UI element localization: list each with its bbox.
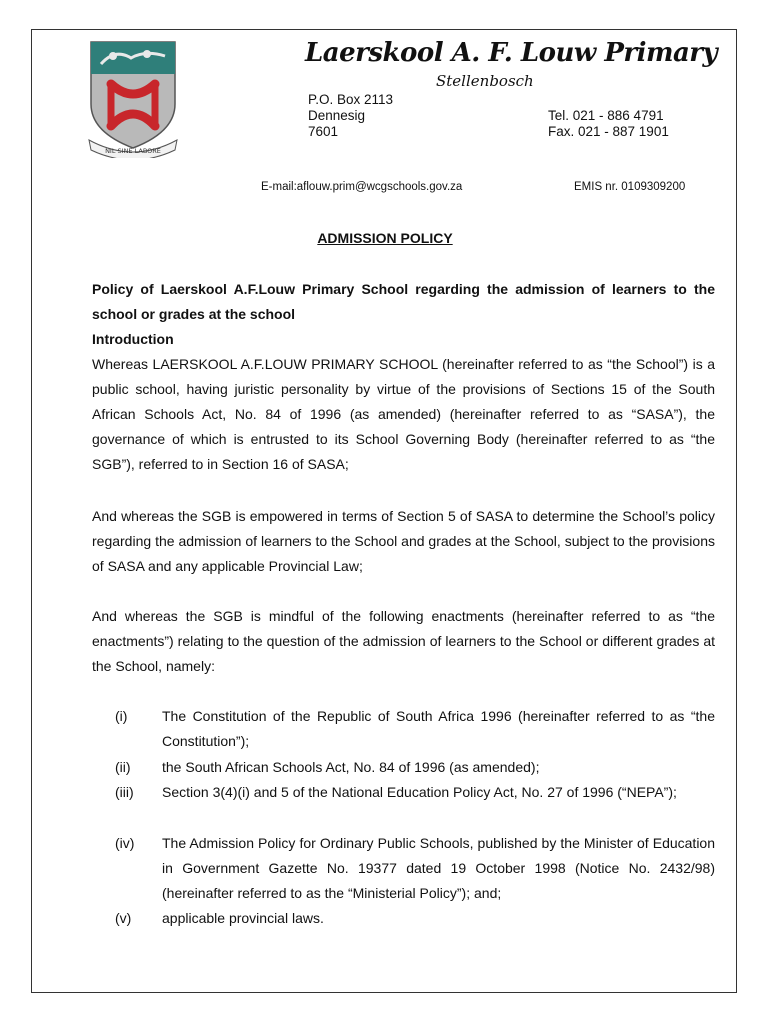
list-item: applicable provincial laws. <box>162 910 324 926</box>
list-item: The Admission Policy for Ordinary Public Schools, published by the Minister of Education in Government Gazette No. 19377 dated 19 October 1998 (Notice No. 2432/98) (hereinafter referred to as the “Ministerial Policy”); and; <box>162 835 715 901</box>
address-line: P.O. Box 2113 <box>308 92 394 107</box>
list-number: (iii) <box>115 784 134 800</box>
list-item: The Constitution of the Republic of South Africa 1996 (hereinafter referred to as “the Constitution”); <box>162 708 715 749</box>
paragraph: And whereas the SGB is mindful of the following enactments (hereinafter referred to as “the enactments”) relating to the question of the admission of learners to the School or different grades at the School, namely: <box>92 608 715 674</box>
address-line: 7601 <box>308 124 339 139</box>
introduction-heading: Introduction <box>92 331 174 347</box>
address-line: Dennesig <box>308 108 366 123</box>
emis-number: EMIS nr. 0109309200 <box>574 181 686 193</box>
svg-text:NIL SINE LABORE: NIL SINE LABORE <box>105 147 161 155</box>
school-name: Laerskool A. F. Louw Primary <box>305 38 718 68</box>
document-title: ADMISSION POLICY <box>317 230 453 246</box>
paragraph: And whereas the SGB is empowered in terms of Section 5 of SASA to determine the School’s policy regarding the admission of learners to the School and grades at the School, subject to the provisions of SASA and any applicable Provincial Law; <box>92 508 715 574</box>
list-number: (v) <box>115 910 132 926</box>
list-number: (ii) <box>115 759 131 775</box>
telephone: Tel. 021 - 886 4791 <box>548 108 664 123</box>
list-item: the South African Schools Act, No. 84 of 1996 (as amended); <box>162 759 540 775</box>
school-crest-icon <box>85 40 181 158</box>
school-town: Stellenbosch <box>436 72 534 90</box>
list-number: (i) <box>115 708 128 724</box>
paragraph: Whereas LAERSKOOL A.F.LOUW PRIMARY SCHOOL (hereinafter referred to as “the School”) is a public school, having juristic personality by virtue of the provisions of Sections 15 of the South African Schools Act, No. 84 of 1996 (as amended) (hereinafter referred to as “SASA”), the governance of which is entrusted to its School Governing Body (hereinafter referred to as “the SGB”), referred to in Section 16 of SASA; <box>92 356 715 472</box>
email-address: E-mail:aflouw.prim@wcgschools.gov.za <box>261 181 463 193</box>
list-item: Section 3(4)(i) and 5 of the National Education Policy Act, No. 27 of 1996 (“NEPA”); <box>162 784 677 800</box>
list-number: (iv) <box>115 835 135 851</box>
fax: Fax. 021 - 887 1901 <box>548 124 669 139</box>
policy-heading: Policy of Laerskool A.F.Louw Primary School regarding the admission of learners to the school or grades at the school <box>92 281 715 322</box>
